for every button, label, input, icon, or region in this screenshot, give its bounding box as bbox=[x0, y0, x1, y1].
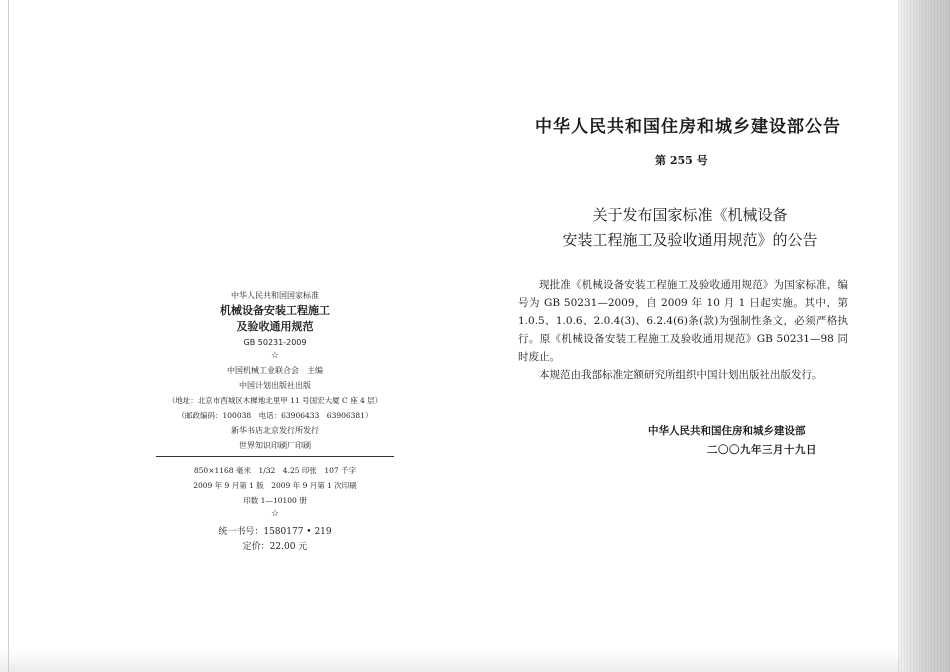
notice-body bbox=[518, 276, 848, 384]
colophon-editor: 中国机械工业联合会 主编 bbox=[227, 366, 323, 375]
notice-issuer: 中华人民共和国住房和城乡建设部 bbox=[648, 425, 806, 437]
notice-subject-line1: 关于发布国家标准《机械设备 bbox=[592, 206, 788, 224]
colophon-unified-number: 统一书号：1580177 • 219 bbox=[218, 527, 332, 537]
star-icon: ☆ bbox=[270, 509, 280, 519]
notice-subject bbox=[545, 203, 835, 253]
colophon-printer: 世界知识印刷厂印刷 bbox=[239, 441, 311, 450]
colophon-address: （地址：北京市西城区木樨地北里甲 11 号国宏大厦 C 座 4 层） bbox=[167, 396, 383, 405]
colophon-publisher: 中国计划出版社出版 bbox=[239, 381, 311, 390]
notice-number: 第 255 号 bbox=[655, 154, 708, 167]
scan-bottom-shadow bbox=[0, 650, 900, 672]
colophon bbox=[160, 288, 390, 555]
colophon-distributor: 新华书店北京发行所发行 bbox=[231, 426, 319, 435]
colophon-print-run: 印数 1—10100 册 bbox=[243, 496, 307, 505]
colophon-title-line1: 机械设备安装工程施工 bbox=[220, 304, 330, 317]
notice-date: 二〇〇九年三月十九日 bbox=[707, 444, 817, 456]
colophon-postal: （邮政编码：100038 电话：63906433 63906381） bbox=[177, 411, 373, 420]
notice-header: 中华人民共和国住房和城乡建设部公告 bbox=[535, 117, 841, 137]
colophon-series: 中华人民共和国国家标准 bbox=[231, 291, 319, 300]
colophon-format: 850×1168 毫米 1/32 4.25 印张 107 千字 bbox=[193, 466, 357, 475]
colophon-divider bbox=[156, 456, 394, 457]
scan-edge-shadow bbox=[898, 0, 950, 672]
star-icon: ☆ bbox=[270, 351, 280, 361]
notice-paragraph-2: 本规范由我部标准定额研究所组织中国计划出版社出版发行。 bbox=[539, 369, 823, 381]
scan-edge-line bbox=[8, 0, 9, 672]
colophon-title-line2: 及验收通用规范 bbox=[236, 320, 314, 333]
colophon-standard-code: GB 50231-2009 bbox=[243, 338, 307, 347]
notice-paragraph-1: 现批准《机械设备安装工程施工及验收通用规范》为国家标准，编号为 GB 50231—2009，自 2009 年 10 月 1 日起实施。其中，第 1.0.5、1.0.6、2.0.4(3)、6.2.4(6)条(款)为强制性条文，必须严格执行。原《机械设备安装工程施工及验收通用规范》GB 50231—98 同时废止。 bbox=[518, 279, 848, 363]
notice-subject-line2: 安装工程施工及验收通用规范》的公告 bbox=[562, 231, 818, 249]
colophon-edition: 2009 年 9 月第 1 版 2009 年 9 月第 1 次印刷 bbox=[193, 481, 357, 490]
colophon-price: 定价：22.00 元 bbox=[242, 542, 308, 552]
